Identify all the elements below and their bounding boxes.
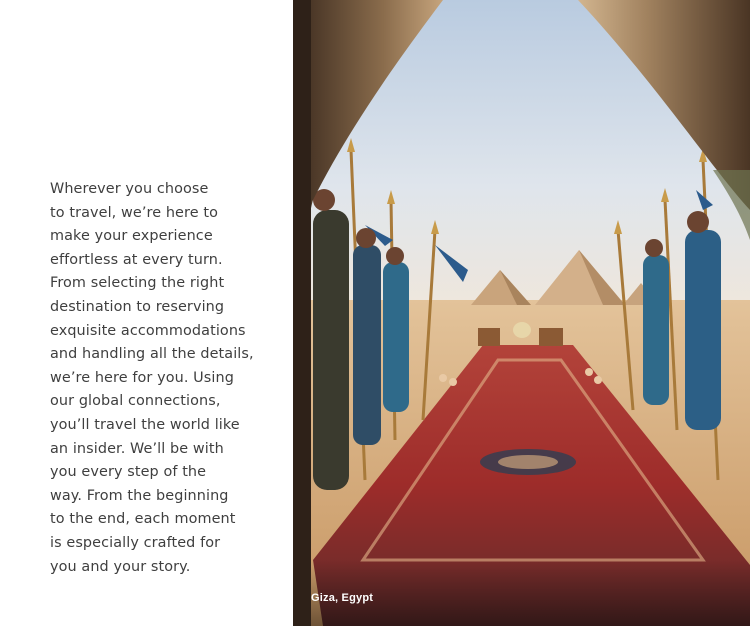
body-line: and handling all the details, bbox=[50, 346, 254, 363]
body-line: From selecting the right bbox=[50, 275, 225, 292]
photo-caption: Giza, Egypt bbox=[311, 592, 374, 604]
body-line: effortless at every turn. bbox=[50, 251, 223, 268]
side-table bbox=[539, 328, 563, 346]
text-column bbox=[0, 0, 293, 626]
body-line: make your experience bbox=[50, 228, 213, 245]
body-line: you’ll travel the world like bbox=[50, 416, 240, 433]
giza-photo bbox=[293, 0, 750, 626]
body-line: to the end, each moment bbox=[50, 511, 236, 528]
body-line: an insider. We’ll be with bbox=[50, 440, 224, 457]
body-line: exquisite accommodations bbox=[50, 322, 246, 339]
body-line: you every step of the bbox=[50, 464, 207, 481]
rug-medallion-center bbox=[498, 455, 558, 469]
candle-bowl bbox=[449, 378, 457, 386]
body-line: is especially crafted for bbox=[50, 534, 221, 551]
body-line: way. From the beginning bbox=[50, 487, 229, 504]
body-line: our global connections, bbox=[50, 393, 221, 410]
tent-post-left bbox=[293, 0, 311, 626]
candle-bowl bbox=[585, 368, 593, 376]
candle-bowl bbox=[594, 376, 602, 384]
body-line: Wherever you choose bbox=[50, 181, 209, 197]
brass-lantern bbox=[513, 322, 531, 338]
side-table bbox=[478, 328, 500, 346]
body-line: destination to reserving bbox=[50, 298, 225, 315]
body-line: to travel, we’re here to bbox=[50, 204, 218, 221]
body-copy bbox=[50, 178, 290, 579]
body-line: we’re here for you. Using bbox=[50, 369, 234, 386]
candle-bowl bbox=[439, 374, 447, 382]
photo-illustration bbox=[293, 0, 750, 626]
body-line: you and your story. bbox=[50, 558, 191, 575]
